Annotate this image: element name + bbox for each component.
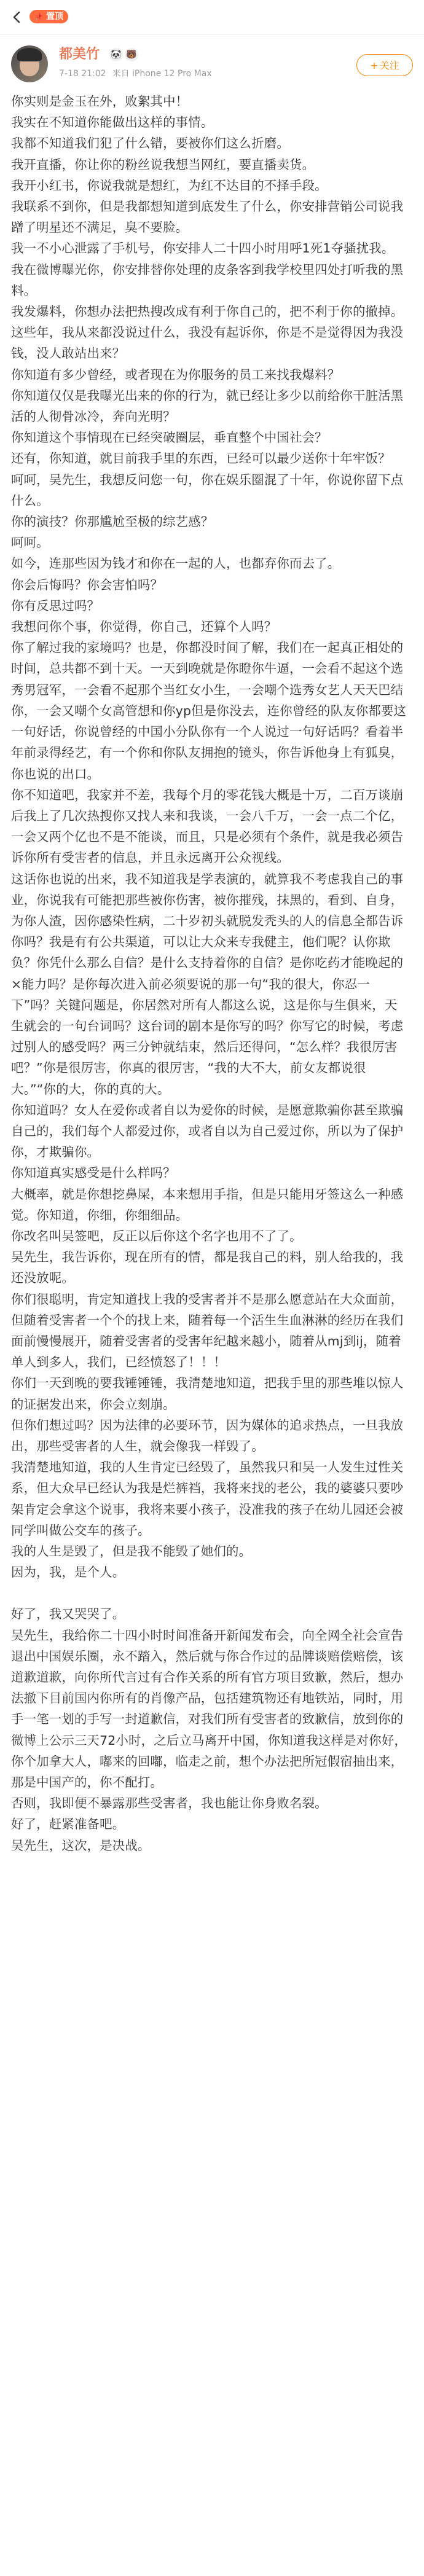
post-paragraph: 大概率，就是你想挖鼻屎，本来想用手指，但是只能用牙签这么一种感觉。你知道，你细，你细细品。 [11,1186,404,1223]
post-paragraph: 你的演技？你那尴尬至极的综艺感？ [11,514,214,530]
post-paragraph: 吴先生，这次，是决战。 [11,1838,151,1853]
post-meta [59,68,212,80]
post-paragraph: 否则，我即便不暴露那些受害者，我也能让你身败名裂。 [11,1796,328,1811]
panda-emoji-icon: 🐼 [109,48,123,61]
post-paragraph: 你不知道吧，我家并不差，我每个月的零花钱大概是十万，二百万谈崩后我上了几次热搜你又找人来和我谈，一会八千万，一会一点二个亿，一会又两个亿也不是不能谈，而且，只是必须有个条件，就是我必须告诉你所有受害者的信息，并且永远离开公众视线。 [11,787,404,866]
back-arrow-icon[interactable] [9,9,26,26]
post-paragraph: 我开小红书，你说我就是想红，为红不达目的不择手段。 [11,178,328,193]
post-paragraph: 我的人生是毁了，但是我不能毁了她们的。 [11,1544,252,1559]
post-paragraph: 我开直播，你让你的粉丝说我想当网红，要直播卖货。 [11,157,315,172]
name-emoji-group [109,48,138,63]
follow-button[interactable] [356,54,413,76]
post-paragraph: 我发爆料，你想办法把热搜改成有利于你自己的，把不利于你的撤掉。 [11,304,404,319]
post-paragraph: 你有反思过吗？ [11,598,100,613]
author-name[interactable]: 都美竹 [59,47,100,62]
post-source: 来自 iPhone 12 Pro Max [112,69,212,79]
post-paragraph: 好了，赶紧准备吧。 [11,1817,125,1832]
plus-icon: + [370,60,379,71]
post-paragraph: 你知道有多少曾经，或者现在为你服务的员工来找我爆料？ [11,367,340,382]
post-paragraph: 我实在不知道你能做出这样的事情。 [11,115,214,130]
post-paragraph: 你实则是金玉在外，败絮其中！ [11,94,189,109]
post-time: 7-18 21:02 [59,69,106,79]
bear-emoji-icon: 🐻 [125,48,138,61]
post-paragraph: 我联系不到你，但是我都想知道到底发生了什么，你安排营销公司说我蹭了明星还不满足，臭不要脸。 [11,199,404,235]
post-paragraph: 你知道吗？女人在爱你或者自以为爱你的时候，是愿意欺骗你甚至欺骗自己的，我们每个人都爱过你，或者自以为自己爱过你，所以为了保护你，才欺骗你。 [11,1102,404,1160]
pinned-label: 置顶 [45,12,63,22]
pinned-badge [29,10,68,23]
post-paragraph: 这话你也说的出来，我不知道我是学表演的，就算我不考虑我自己的事业，你说我有可能把那些被你伤害，被你摧残，抹黑的，看到、自身，为你人渣，因你感染性病，二十岁初头就脱发秃头的人的信息全都告诉你吗？我是有有公共渠道，可以让大众来专我健主，他们呢？认你欺负？你凭什么那么自信？是什么支持着你的自信？是你吃药才能晚起的×能力吗？是你每次进入前必须要说的那一句“我的很大，你忍一下”吗？关键问题是，你居然对所有人都这么说，这是你与生俱来，天生就会的一句台词吗？这台词的剧本是你写的吗？你写它的时候，考虑过别人的感受吗？两三分钟就结束，然后还得问，“怎么样？我很厉害吧？”你是很厉害，你真的很厉害，“我的大不大，前女友都说很大。”“你的大，你的真的大。 [11,871,404,1097]
post-paragraph: 你知道真实感受是什么样吗？ [11,1165,176,1181]
post-paragraph: 你们很聪明，肯定知道找上我的受害者并不是那么愿意站在大众面前，但随着受害者一个个的找上来，随着每一个活生生血淋淋的经历在我们面前慢慢展开，随着受害者的受害年纪越来越小，随着从mj到ij，随着单人到多人，我们，已经愤怒了！！！ [11,1291,404,1370]
post-paragraph: 你知道这个事情现在已经突破圈层，垂直整个中国社会？ [11,430,328,445]
avatar[interactable] [11,45,48,82]
post-paragraph: 你们一天到晚的要我锤锤锤，我清楚地知道，把我手里的那些堆以惊人的证据发出来，你会立刻崩。 [11,1376,404,1412]
post-paragraph: 呵呵，吴先生，我想反问您一句，你在娱乐圈混了十年，你说你留下点什么。 [11,472,404,508]
post-paragraph: 呵呵。 [11,535,49,550]
author-header [0,37,424,88]
post-paragraph: 如今，连那些因为钱才和你在一起的人，也都弃你而去了。 [11,556,340,571]
post-paragraph: 我想问你个事，你觉得，你自己，还算个人吗？ [11,619,277,635]
post-paragraph: 还有，你知道，就目前我手里的东西，已经可以最少送你十年牢饭？ [11,451,391,466]
post-paragraph: 因为，我，是个人。 [11,1565,125,1580]
top-bar [0,0,424,35]
post-paragraph: 你知道仅仅是我曝光出来的你的行为，就已经让多少以前给你干脏活黑活的人彻骨冰冷，奔向光明？ [11,388,404,425]
follow-label: 关注 [379,60,399,71]
post-paragraph: 但你们想过吗？因为法律的必要环节，因为媒体的追求热点，一旦我放出，那些受害者的人生，就会像我一样毁了。 [11,1417,404,1454]
post-paragraph: 吴先生，我告诉你，现在所有的情，都是我自己的料，别人给我的，我还没放呢。 [11,1250,404,1286]
post-body [11,91,409,1856]
post-paragraph: 你改名叫吴签吧，反正以后你这个名字也用不了了。 [11,1228,302,1243]
pin-icon: 📌 [34,12,44,21]
post-paragraph: 我都不知道我们犯了什么错，要被你们这么折磨。 [11,136,289,151]
post-paragraph: 我一不小心泄露了手机号，你安排人二十四小时用呼1死1夺骚扰我。 [11,241,395,256]
post-paragraph [11,1583,409,1603]
post-paragraph: 这些年，我从来都没说过什么，我没有起诉你，你是不是觉得因为我没钱，没人敢站出来？ [11,325,404,361]
post-paragraph: 你会后悔吗？你会害怕吗？ [11,577,163,592]
post-paragraph: 我清楚地知道，我的人生肯定已经毁了，虽然我只和吴一人发生过性关系，但大众早已经认为我是烂裤裆，我将来找的老公，我的婆婆只要吵架肯定会拿这个说事，我将来要小孩子，没准我的孩子在幼儿园还会被同学叫做公交车的孩子。 [11,1460,404,1538]
post-paragraph: 我在微博曝光你，你安排替你处理的皮条客到我学校里四处打听我的黑料。 [11,262,404,298]
post-paragraph: 吴先生，我给你二十四小时时间准备开新闻发布会，向全网全社会宣告退出中国娱乐圈，永不踏入，然后就与你合作过的品牌谈赔偿赔偿，该道歉道歉，向你所代言过有合作关系的所有官方项目致歉，然后，想办法撤下目前国内你所有的肖像产品，包括建筑物还有地铁站，同时，用手一笔一划的手写一封道歉信，对我们所有受害者的致歉信，放到你的微博上公示三天72小时，之后立马离开中国，你知道我这样是对你好，你个加拿大人，嘟来的回嘟，临走之前，想个办法把所冠假宿抽出来，那是中国产的，你不配打。 [11,1627,407,1790]
post-paragraph: 你了解过我的家境吗？也是，你都没时间了解，我们在一起真正相处的时间，总共都不到十天。一天到晚就是你瞪你牛逼，一会看不起这个选秀男冠军，一会看不起那个当红女小生，一会嘲个选秀女艺人天天巴结你，一会又嘲个女高管想和你yp但是你没去，连你曾经的队友你都要这一句好话，你说曾经的中国小分队你有一个人说过一句好话吗？看着半年前录得经艺，有一个你和你队友拥抱的镜头，你告诉他身上有狐臭，你也说的出口。 [11,640,407,781]
post-paragraph: 好了，我又哭哭了。 [11,1607,125,1622]
